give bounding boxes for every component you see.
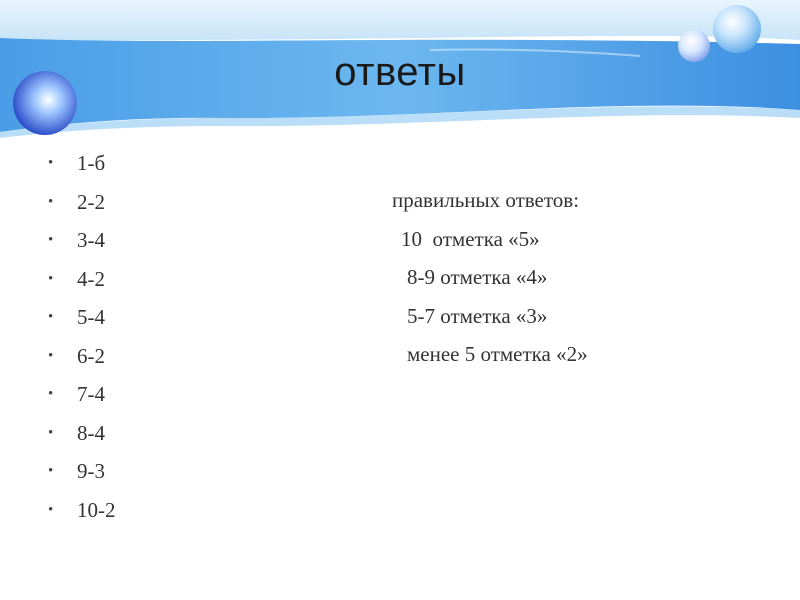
answers-list xyxy=(44,144,116,529)
grading-header: правильных ответов: xyxy=(392,188,580,212)
answer-text: 10-2 xyxy=(77,497,116,522)
list-item xyxy=(44,414,116,453)
bullet-icon: • xyxy=(48,309,54,325)
answer-text: 7-4 xyxy=(77,382,105,406)
answer-text: 8-4 xyxy=(77,420,105,445)
bullet-icon: • xyxy=(48,463,54,479)
answer-text: 2-2 xyxy=(77,189,105,214)
grading-row: 8-9 отметка «4» xyxy=(407,265,548,289)
list-item xyxy=(44,452,116,491)
answer-text: 3-4 xyxy=(77,228,105,252)
grading-row: 10 отметка «5» xyxy=(401,227,540,251)
bullet-icon: • xyxy=(48,347,54,364)
list-item xyxy=(44,144,116,183)
bullet-icon: • xyxy=(48,270,54,287)
list-item xyxy=(44,337,116,376)
list-item xyxy=(44,298,116,337)
list-item xyxy=(44,491,116,530)
list-item xyxy=(44,260,116,299)
answer-text: 9-3 xyxy=(77,459,105,483)
bullet-icon: • xyxy=(48,386,54,402)
answer-text: 5-4 xyxy=(77,305,105,329)
bullet-icon: • xyxy=(48,193,54,210)
bullet-icon: • xyxy=(48,232,54,248)
bullet-icon: • xyxy=(48,424,54,441)
bullet-icon: • xyxy=(48,501,54,518)
bullet-icon: • xyxy=(48,155,54,171)
list-item xyxy=(44,221,116,260)
answer-text: 4-2 xyxy=(77,266,105,291)
list-item xyxy=(44,375,116,414)
answer-text: 1-б xyxy=(77,151,106,175)
grading-row: 5-7 отметка «3» xyxy=(407,304,548,328)
answer-text: 6-2 xyxy=(77,343,105,368)
grading-row: менее 5 отметка «2» xyxy=(407,342,588,366)
slide-title: ответы xyxy=(334,50,466,94)
list-item xyxy=(44,183,116,222)
